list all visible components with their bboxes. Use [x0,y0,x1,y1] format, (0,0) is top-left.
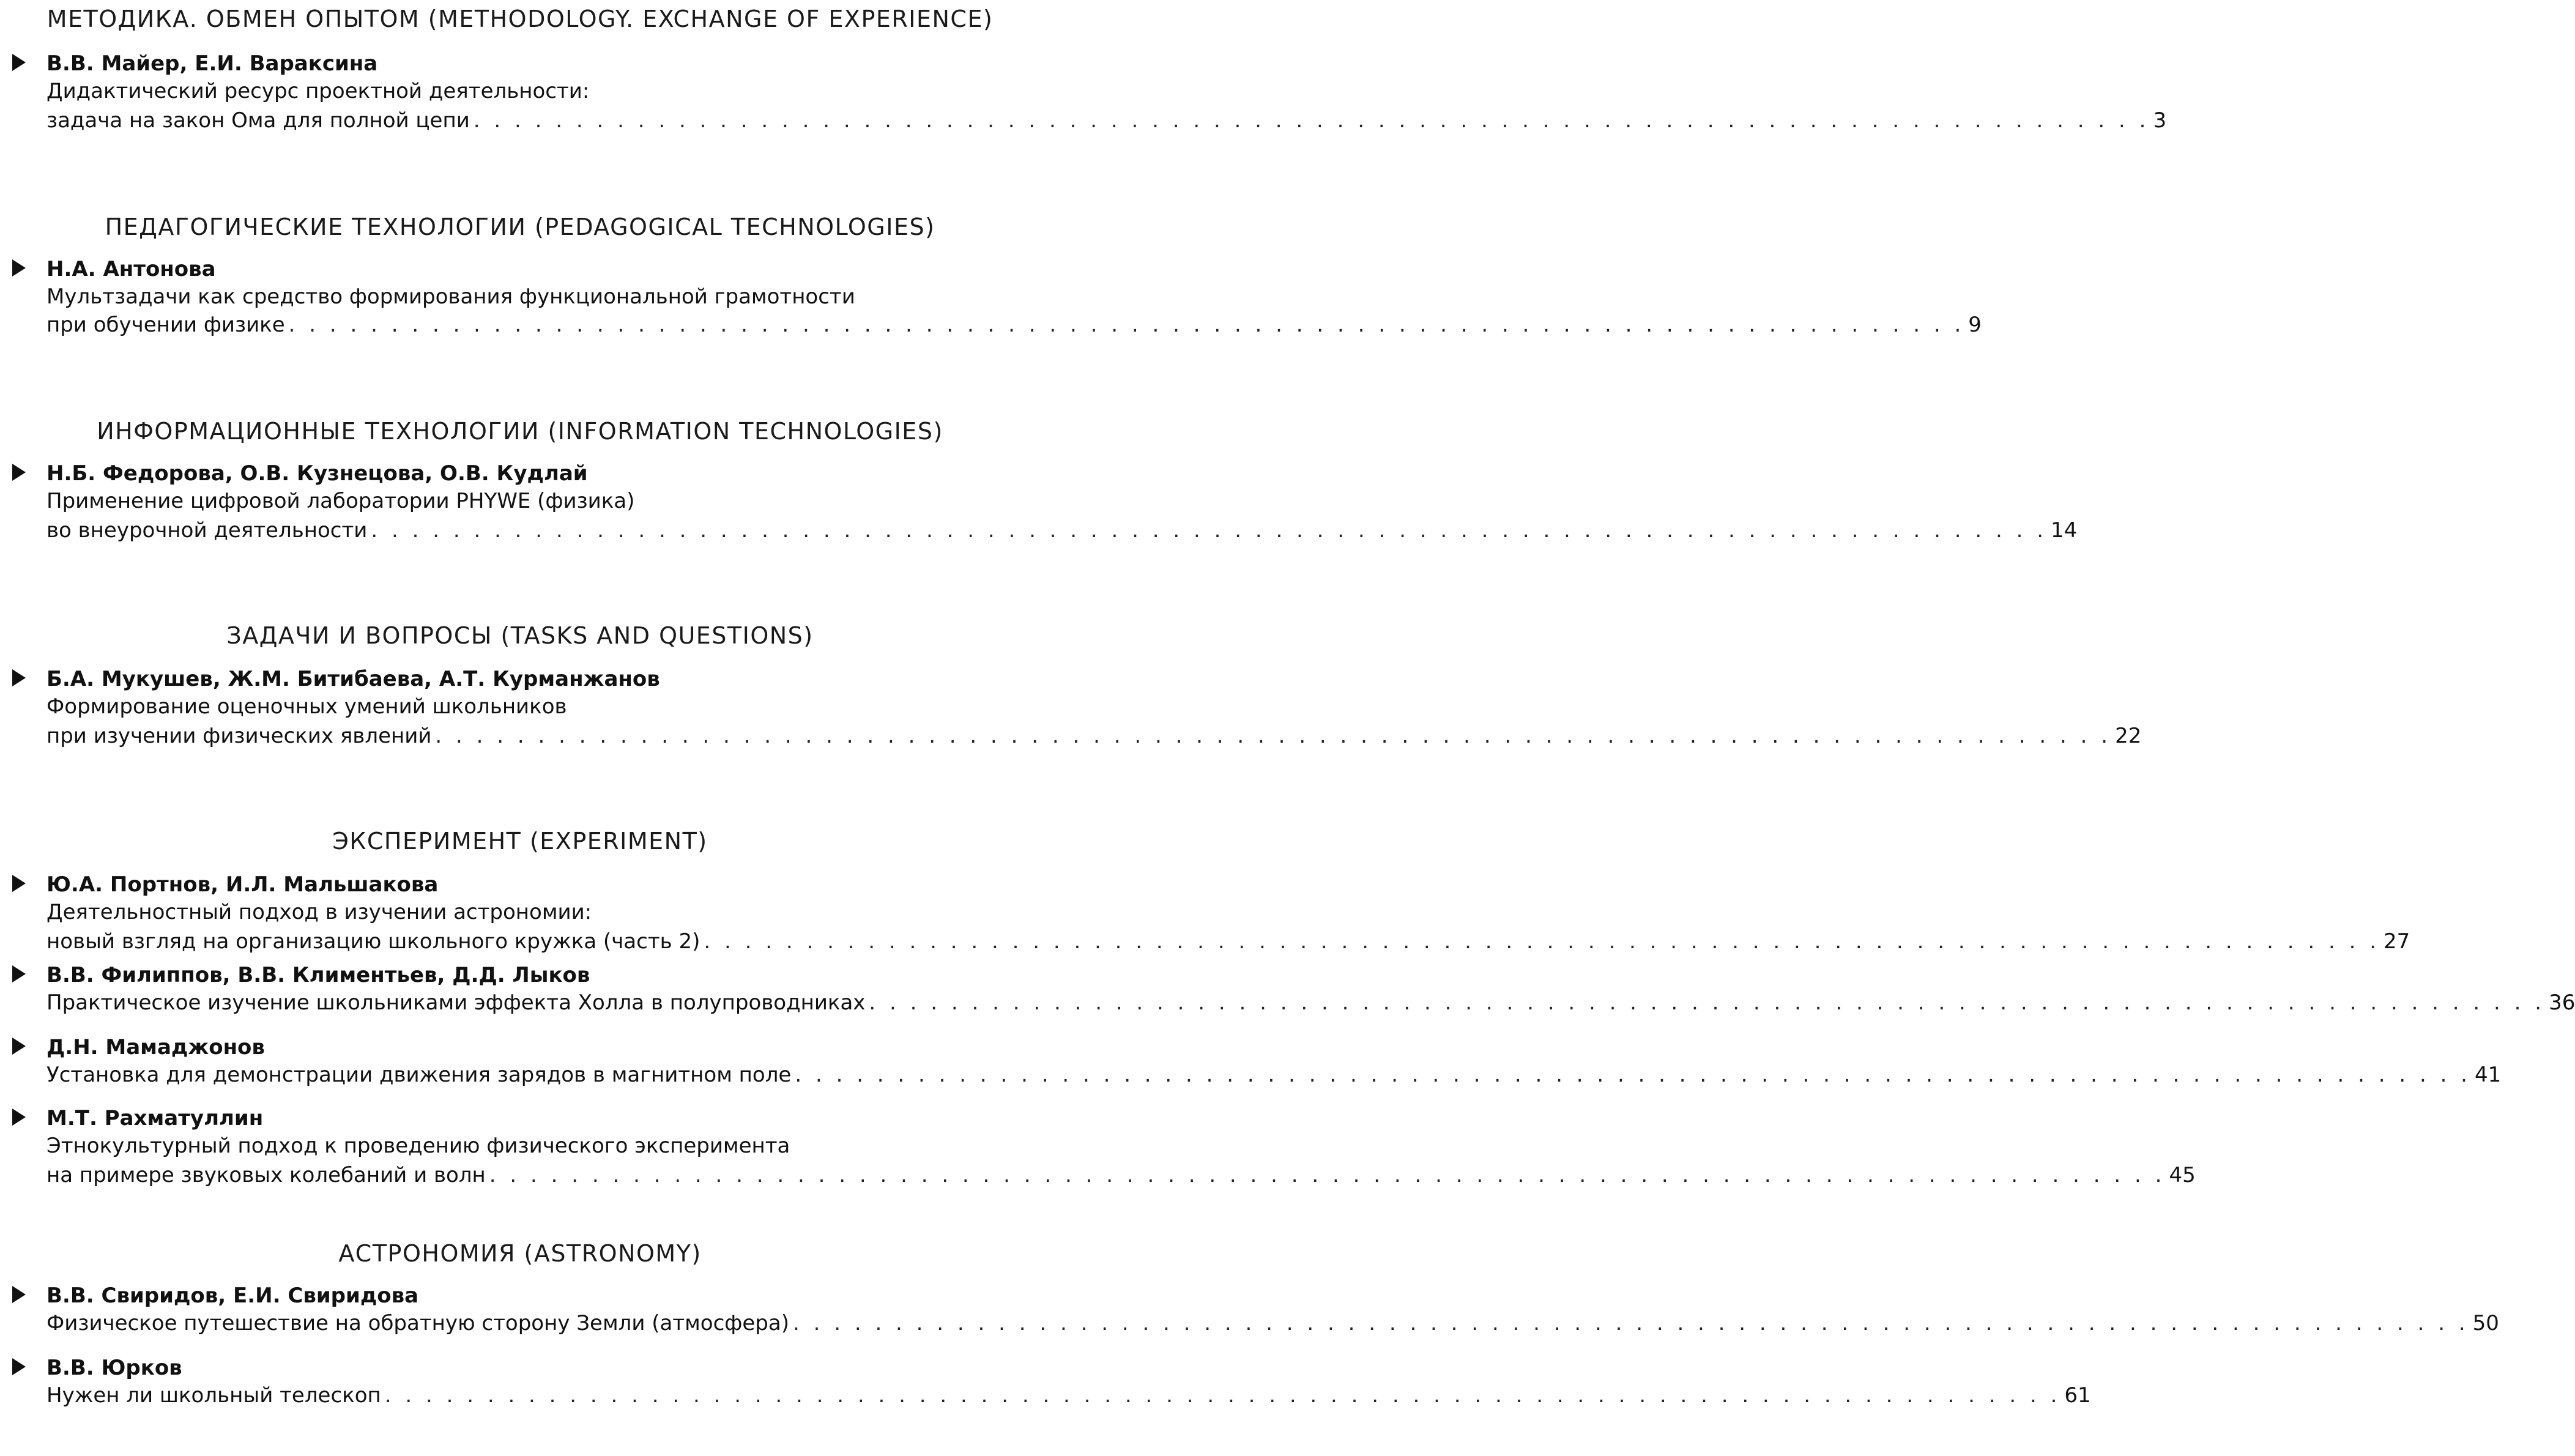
triangle-bullet-icon [12,1286,26,1303]
leader-dots: . . . . . . . . . . . . . . . . . . . . . . . . . . . . . . . . . . . . . . . . . . . . . . . . . . . . . . . . . . . . . . . . . . . . . . . . . . . . . . . . . . [795,1063,2471,1087]
section-title: ЭКСПЕРИМЕНТ (EXPERIMENT) [332,828,708,855]
entry-title-last-line [46,516,2078,544]
leader-dots: . . . . . . . . . . . . . . . . . . . . . . . . . . . . . . . . . . . . . . . . . . . . . . . . . . . . . . . . . . . . . . . . . . . . . . . . . . . . . . . . . . [489,1163,2166,1187]
section-title: ИНФОРМАЦИОННЫЕ ТЕХНОЛОГИИ (INFORMATION TECHNOLOGIES) [97,418,943,445]
entry-title-line: Мультзадачи как средство формирования функциональной грамотности [46,284,855,309]
triangle-bullet-icon [12,875,26,892]
triangle-bullet-icon [12,1109,26,1126]
entry-title-text: новый взгляд на организацию школьного кружка (часть 2) [46,929,700,954]
entry-page-number: 14 [2051,518,2078,543]
entry-title-text: во внеурочной деятельности [46,518,368,543]
entry-title-last-line [46,311,1982,339]
entry-title-line: Формирование оценочных умений школьников [46,694,567,719]
entry-authors: Б.А. Мукушев, Ж.М. Битибаева, А.Т. Курманжанов [46,667,660,691]
entry-authors: В.В. Филиппов, В.В. Климентьев, Д.Д. Лыков [46,963,590,987]
entry-title-line: Этнокультурный подход к проведению физического эксперимента [46,1134,790,1158]
triangle-bullet-icon [12,669,26,686]
leader-dots: . . . . . . . . . . . . . . . . . . . . . . . . . . . . . . . . . . . . . . . . . . . . . . . . . . . . . . . . . . . . . . . . . . . . . . . . . . . . . . . . . . [384,1383,2061,1408]
entry-authors: В.В. Майер, Е.И. Вараксина [46,51,378,76]
entry-title-text: на примере звуковых колебаний и волн [46,1163,486,1187]
entry-page-number: 9 [1968,313,1982,337]
entry-authors: Н.А. Антонова [46,257,216,281]
entry-page-number: 3 [2153,108,2167,133]
leader-dots: . . . . . . . . . . . . . . . . . . . . . . . . . . . . . . . . . . . . . . . . . . . . . . . . . . . . . . . . . . . . . . . . . . . . . . . . . . . . . . . . . . [371,518,2048,543]
leader-dots: . . . . . . . . . . . . . . . . . . . . . . . . . . . . . . . . . . . . . . . . . . . . . . . . . . . . . . . . . . . . . . . . . . . . . . . . . . . . . . . . . . [473,108,2150,133]
entry-title-text: при обучении физике [46,313,285,337]
entry-page-number: 45 [2169,1163,2196,1187]
entry-title-last-line [46,1381,2091,1410]
leader-dots: . . . . . . . . . . . . . . . . . . . . . . . . . . . . . . . . . . . . . . . . . . . . . . . . . . . . . . . . . . . . . . . . . . . . . . . . . . . . . . . . . . [792,1311,2469,1335]
entry-authors: Ю.А. Портнов, И.Л. Мальшакова [46,872,439,897]
leader-dots: . . . . . . . . . . . . . . . . . . . . . . . . . . . . . . . . . . . . . . . . . . . . . . . . . . . . . . . . . . . . . . . . . . . . . . . . . . . . . . . . . . [435,724,2112,748]
entry-page-number: 27 [2384,929,2410,954]
leader-dots: . . . . . . . . . . . . . . . . . . . . . . . . . . . . . . . . . . . . . . . . . . . . . . . . . . . . . . . . . . . . . . . . . . . . . . . . . . . . . . . . . . [288,313,1965,337]
entry-authors: М.Т. Рахматуллин [46,1106,264,1131]
entry-page-number: 61 [2064,1383,2091,1408]
entry-authors: Н.Б. Федорова, О.В. Кузнецова, О.В. Кудлай [46,461,588,486]
entry-title-text: Физическое путешествие на обратную сторону Земли (атмосфера) [46,1311,789,1335]
triangle-bullet-icon [12,965,26,982]
entry-authors: В.В. Свиридов, Е.И. Свиридова [46,1283,419,1308]
entry-page-number: 22 [2115,724,2142,748]
entry-title-last-line [46,1161,2196,1189]
entry-title-text: Установка для демонстрации движения зарядов в магнитном поле [46,1063,792,1087]
entry-title-line: Применение цифровой лаборатории PHYWE (физика) [46,489,635,513]
entry-authors: В.В. Юрков [46,1356,182,1380]
entry-title-text: Нужен ли школьный телескоп [46,1383,381,1408]
section-title: МЕТОДИКА. ОБМЕН ОПЫТОМ (METHODOLOGY. EXCHANGE OF EXPERIENCE) [46,6,994,32]
entry-title-text: при изучении физических явлений [46,724,432,748]
entry-title-last-line [46,927,2410,956]
entry-page-number: 36 [2549,990,2575,1015]
triangle-bullet-icon [12,1358,26,1375]
section-title: ПЕДАГОГИЧЕСКИЕ ТЕХНОЛОГИИ (PEDAGOGICAL TECHNOLOGIES) [105,214,935,240]
entry-title-last-line [46,1309,2499,1337]
entry-page-number: 41 [2475,1063,2502,1087]
entry-title-last-line [46,722,2142,750]
leader-dots: . . . . . . . . . . . . . . . . . . . . . . . . . . . . . . . . . . . . . . . . . . . . . . . . . . . . . . . . . . . . . . . . . . . . . . . . . . . . . . . . . . [704,929,2380,954]
entry-authors: Д.Н. Мамаджонов [46,1035,265,1060]
section-title: ЗАДАЧИ И ВОПРОСЫ (TASKS AND QUESTIONS) [226,622,814,649]
entry-title-last-line [46,106,2167,135]
entry-title-last-line [46,1061,2502,1089]
leader-dots: . . . . . . . . . . . . . . . . . . . . . . . . . . . . . . . . . . . . . . . . . . . . . . . . . . . . . . . . . . . . . . . . . . . . . . . . . . . . . . . . . . [869,990,2546,1015]
entry-title-text: задача на закон Ома для полной цепи [46,108,470,133]
entry-page-number: 50 [2472,1311,2499,1335]
entry-title-last-line [46,989,2575,1017]
entry-title-line: Деятельностный подход в изучении астрономии: [46,900,592,924]
section-title: АСТРОНОМИЯ (ASTRONOMY) [338,1240,702,1267]
triangle-bullet-icon [12,54,26,71]
entry-title-line: Дидактический ресурс проектной деятельности: [46,79,590,103]
triangle-bullet-icon [12,464,26,481]
triangle-bullet-icon [12,1038,26,1055]
entry-title-text: Практическое изучение школьниками эффекта Холла в полупроводниках [46,990,866,1015]
triangle-bullet-icon [12,259,26,277]
